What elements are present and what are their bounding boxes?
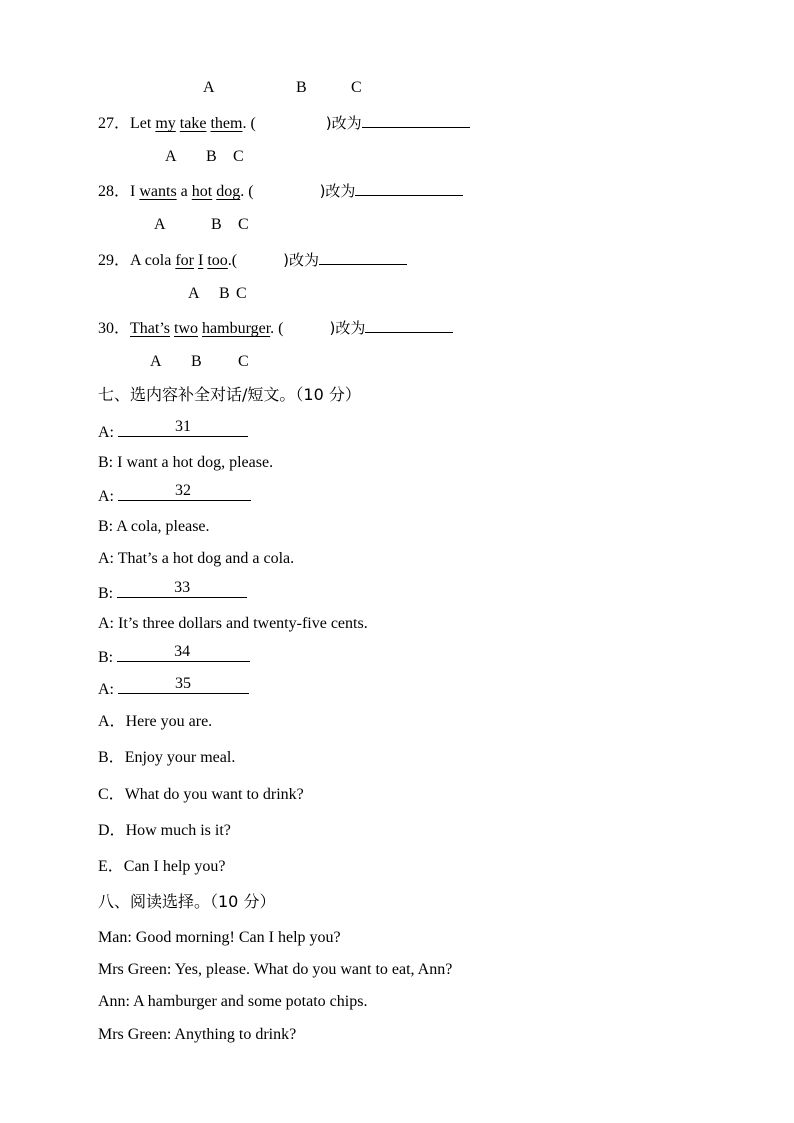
dialog-line-35 [98, 675, 249, 700]
answer-blank-31[interactable] [118, 418, 248, 437]
underlined-word-b: hot [191, 183, 213, 200]
dialog-line [98, 549, 294, 569]
dialog-line-33 [98, 579, 247, 604]
blank-number: 34 [174, 643, 191, 660]
word: A cola [130, 252, 176, 269]
option-label: C． [98, 786, 125, 803]
letter-c: C [236, 285, 247, 302]
speaker-label: B: [98, 454, 118, 471]
letter-c: C [233, 148, 244, 165]
letter-a: A [165, 148, 177, 165]
change-to-label: )改为 [319, 182, 356, 200]
letter-c: C [238, 353, 249, 370]
speaker-label: A: [98, 615, 118, 632]
word: Let [130, 115, 156, 132]
answer-blank-32[interactable] [118, 482, 251, 501]
change-to-label: )改为 [325, 114, 362, 132]
letter-b: B [206, 148, 217, 165]
question-number: 30． [98, 320, 131, 337]
blank-number: 33 [174, 579, 191, 596]
underlined-word-c: hamburger [202, 320, 271, 337]
option-text: How much is it? [125, 822, 231, 839]
option-e [98, 857, 226, 877]
speaker-label: A: [98, 488, 118, 505]
open-paren: . ( [242, 115, 256, 132]
underlined-word-c: dog [216, 183, 241, 200]
dialog-text: I want a hot dog, please. [117, 454, 274, 471]
underlined-word-b: two [174, 320, 199, 337]
answer-blank-34[interactable] [117, 643, 250, 662]
underlined-word-b: take [179, 115, 207, 132]
dialog-line [98, 517, 210, 537]
letter-b: B [219, 285, 230, 302]
option-c [98, 785, 304, 805]
letter-b: B [191, 353, 202, 370]
dialog-line-31 [98, 418, 248, 443]
word: a [180, 183, 192, 200]
answer-blank[interactable] [362, 112, 470, 128]
option-d [98, 821, 231, 841]
dialog-line-34 [98, 643, 250, 668]
dialog-text: That’s a hot dog and a cola. [117, 550, 295, 567]
dialog-line-32 [98, 482, 251, 507]
option-label: D． [98, 822, 126, 839]
option-b [98, 748, 235, 768]
blank-number: 32 [175, 482, 191, 499]
underlined-word-b: I [198, 252, 204, 269]
option-label: A． [98, 713, 126, 730]
speaker-label: B: [98, 649, 118, 666]
dialog-text: It’s three dollars and twenty-five cents. [118, 615, 368, 632]
word: I [130, 183, 140, 200]
speaker-label: B: [98, 518, 117, 535]
question-28 [98, 180, 463, 202]
speaker-label: A: [98, 424, 118, 441]
dialog-line [98, 453, 273, 473]
answer-blank-35[interactable] [118, 675, 249, 694]
question-number: 27． [98, 115, 131, 132]
speaker-label: A: [98, 681, 118, 698]
option-text: Enjoy your meal. [124, 749, 236, 766]
speaker-label: B: [98, 585, 118, 602]
letter-b: B [296, 79, 307, 96]
answer-blank-33[interactable] [117, 579, 247, 598]
question-29 [98, 249, 407, 271]
section-8-title: 八、阅读选择。（10 分） [98, 892, 276, 911]
letter-a: A [188, 285, 200, 302]
blank-number: 31 [175, 418, 191, 435]
letter-b: B [211, 216, 222, 233]
question-number: 28． [98, 183, 131, 200]
option-text: Here you are. [125, 713, 213, 730]
open-paren: .( [227, 252, 238, 269]
dialog-text: A cola, please. [116, 518, 210, 535]
option-text: Can I help you? [123, 858, 226, 875]
blank-number: 35 [175, 675, 191, 692]
change-to-label: )改为 [283, 251, 319, 269]
option-text: What do you want to drink? [124, 786, 304, 803]
question-30 [98, 317, 453, 339]
speaker-label: A: [98, 550, 118, 567]
letter-a: A [154, 216, 166, 233]
letter-c: C [351, 79, 362, 96]
option-label: B． [98, 749, 125, 766]
section-7-title: 七、选内容补全对话/短文。（10 分） [98, 385, 361, 404]
underlined-word-a: for [175, 252, 194, 269]
reading-line: Ann: A hamburger and some potato chips. [98, 993, 368, 1010]
option-a [98, 712, 212, 732]
answer-blank[interactable] [355, 180, 463, 196]
underlined-word-a: That’s [130, 320, 171, 337]
open-paren: . ( [270, 320, 284, 337]
letter-a: A [203, 79, 215, 96]
underlined-word-c: them [210, 115, 243, 132]
reading-line: Mrs Green: Anything to drink? [98, 1026, 297, 1043]
underlined-word-c: too [207, 252, 228, 269]
underlined-word-a: my [155, 115, 176, 132]
letter-c: C [238, 216, 249, 233]
underlined-word-a: wants [139, 183, 177, 200]
question-number: 29． [98, 252, 131, 269]
change-to-label: )改为 [329, 319, 366, 337]
reading-line: Man: Good morning! Can I help you? [98, 929, 341, 946]
option-label: E． [98, 858, 124, 875]
reading-line: Mrs Green: Yes, please. What do you want to eat, Ann? [98, 961, 453, 978]
question-27 [98, 112, 470, 134]
open-paren: . ( [240, 183, 254, 200]
answer-blank[interactable] [365, 317, 453, 333]
answer-blank[interactable] [319, 249, 407, 265]
letter-a: A [150, 353, 162, 370]
dialog-line [98, 614, 368, 634]
